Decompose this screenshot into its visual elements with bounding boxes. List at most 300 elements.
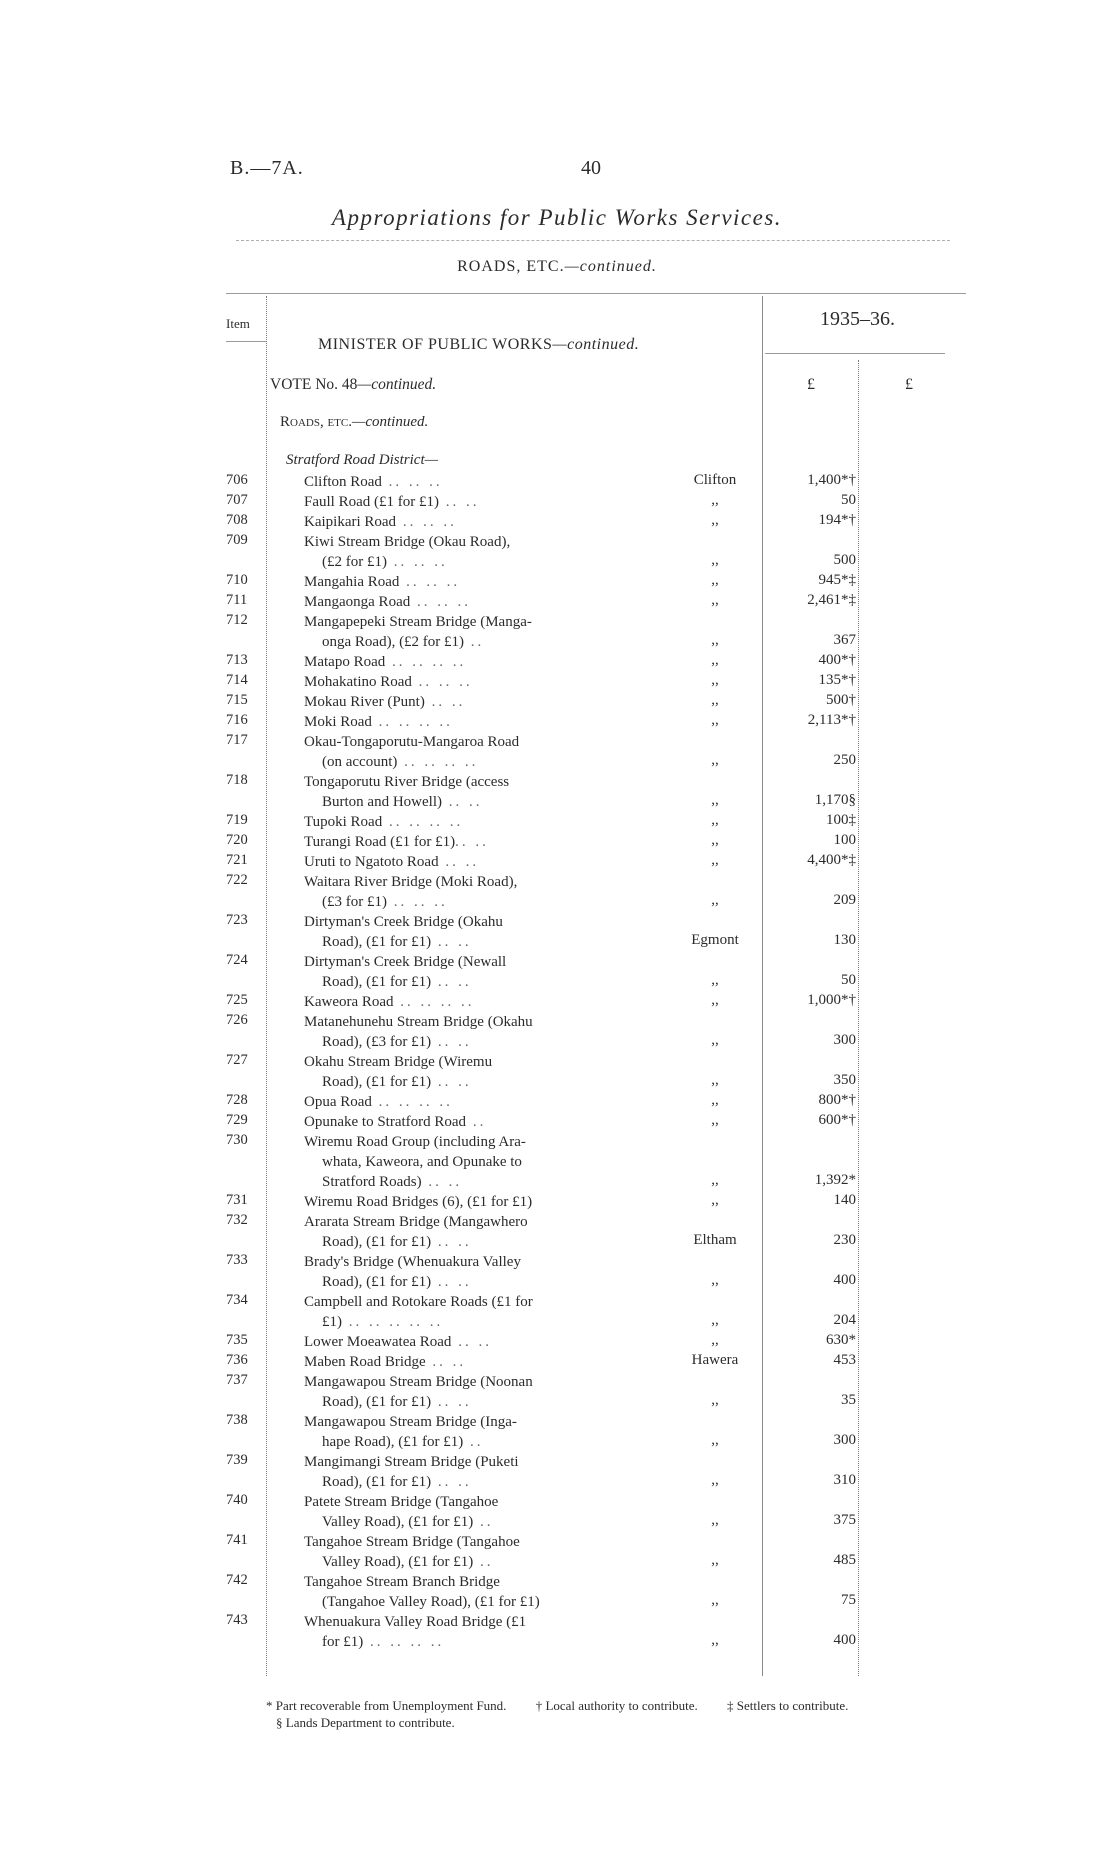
item-number: 712 (226, 612, 248, 628)
table-row (0, 1112, 1114, 1132)
table-row (0, 1132, 1114, 1192)
electoral-district: ,, (711, 1112, 719, 1128)
item-header-rule (226, 341, 266, 342)
item-description (304, 492, 604, 512)
table-row (0, 1332, 1114, 1352)
dot-leaders: .. .. (451, 1334, 492, 1350)
description-line: Mangimangi Stream Bridge (Puketi (304, 1454, 519, 1470)
table-row (0, 712, 1114, 732)
item-description (304, 652, 604, 672)
item-number: 711 (226, 592, 248, 608)
item-description (304, 1352, 604, 1372)
description-line: Mokau River (Punt) (304, 694, 425, 710)
description-line: Burton and Howell) (322, 794, 442, 810)
table-row (0, 1092, 1114, 1112)
electoral-district: ,, (711, 1312, 719, 1328)
description-line: onga Road), (£2 for £1) (322, 634, 465, 650)
description-line: Mangawapou Stream Bridge (Inga- (304, 1414, 517, 1430)
item-number: 722 (226, 872, 248, 888)
amount-value: 209 (833, 892, 856, 908)
electoral-district: ,, (711, 592, 719, 608)
item-description (304, 512, 604, 532)
table-row (0, 672, 1114, 692)
item-description (304, 1052, 604, 1092)
amount-value: 300 (833, 1432, 856, 1448)
description-line: Lower Moeawatea Road (304, 1334, 452, 1350)
item-description (304, 1572, 604, 1612)
amount-value: 367 (833, 632, 856, 648)
amount-value: 310 (833, 1472, 856, 1488)
amount-value: 2,113*† (807, 712, 856, 728)
description-line-wrapper (304, 752, 604, 772)
dot-leaders: .. .. .. (396, 514, 457, 530)
electoral-district: Egmont (691, 932, 739, 948)
dot-leaders: .. .. (438, 494, 480, 510)
description-line-wrapper (304, 552, 604, 572)
table-row (0, 912, 1114, 952)
item-number: 707 (226, 492, 248, 508)
item-number: 730 (226, 1132, 248, 1148)
dot-leaders: .. .. .. (410, 594, 471, 610)
item-number: 742 (226, 1572, 248, 1588)
description-line: Tangahoe Stream Branch Bridge (304, 1574, 500, 1590)
description-line: whata, Kaweora, and Opunake to (322, 1154, 522, 1170)
description-line: Opunake to Stratford Road (304, 1114, 467, 1130)
table-row (0, 952, 1114, 992)
dot-leaders: .. .. (438, 854, 480, 870)
description-line: Okahu Stream Bridge (Wiremu (304, 1054, 493, 1070)
ministry-heading (318, 336, 639, 354)
pound-unit-column-1: £ (807, 376, 815, 393)
description-line: Brady's Bridge (Whenuakura Valley (304, 1254, 521, 1270)
table-row (0, 1012, 1114, 1052)
description-line-wrapper (304, 852, 604, 872)
item-number: 741 (226, 1532, 248, 1548)
description-line-wrapper (304, 472, 604, 492)
table-row (0, 992, 1114, 1012)
amount-value: 800*† (818, 1092, 856, 1108)
table-row (0, 652, 1114, 672)
amount-value: 194*† (818, 512, 856, 528)
dot-leaders: .. (463, 1434, 484, 1450)
vote-heading (270, 376, 436, 394)
item-description (304, 572, 604, 592)
item-description (304, 672, 604, 692)
description-line: Mangaonga Road (304, 594, 411, 610)
description-line: Road), (£1 for £1) (322, 1394, 432, 1410)
amount-value: 375 (833, 1512, 856, 1528)
amount-value: 400 (833, 1272, 856, 1288)
description-line-wrapper (304, 672, 604, 692)
dot-leaders: .. .. (424, 694, 466, 710)
dot-leaders: .. .. (425, 1354, 467, 1370)
table-row (0, 1352, 1114, 1372)
electoral-district: ,, (711, 1552, 719, 1568)
electoral-district: ,, (711, 1192, 719, 1208)
amount-value: 204 (833, 1312, 856, 1328)
description-line-wrapper (304, 1112, 604, 1132)
item-description (304, 952, 604, 992)
item-number: 721 (226, 852, 248, 868)
year-header-rule (765, 353, 945, 354)
item-number: 734 (226, 1292, 248, 1308)
table-row (0, 692, 1114, 712)
section-title (0, 258, 1114, 276)
description-line: Kiwi Stream Bridge (Okau Road), (304, 534, 511, 550)
description-line-wrapper (304, 1272, 604, 1292)
item-description (304, 1132, 604, 1192)
item-description (304, 732, 604, 772)
amount-value: 130 (833, 932, 856, 948)
amount-value: 600*† (818, 1112, 856, 1128)
vote-label: VOTE No. 48 (270, 376, 358, 393)
item-description (304, 592, 604, 612)
roads-label: Roads, etc. (280, 414, 352, 430)
electoral-district: ,, (711, 1432, 719, 1448)
description-line-wrapper (304, 1352, 604, 1372)
table-row (0, 872, 1114, 912)
table-row (0, 812, 1114, 832)
electoral-district: ,, (711, 1512, 719, 1528)
section-label: ROADS, ETC. (457, 258, 565, 275)
electoral-district: ,, (711, 1172, 719, 1188)
amount-value: 2,461*‡ (807, 592, 856, 608)
description-line: Valley Road), (£1 for £1) (322, 1554, 474, 1570)
description-line: Road), (£3 for £1) (322, 1034, 432, 1050)
description-line-wrapper (304, 1632, 604, 1652)
item-number: 708 (226, 512, 248, 528)
table-row (0, 1292, 1114, 1332)
dot-leaders: .. .. (431, 1474, 472, 1490)
pound-unit-column-2: £ (905, 376, 913, 393)
item-number: 733 (226, 1252, 248, 1268)
description-line-wrapper (304, 792, 604, 812)
item-number: 720 (226, 832, 248, 848)
item-number: 725 (226, 992, 248, 1008)
dot-leaders: .. (473, 1554, 494, 1570)
table-top-rule (226, 293, 966, 294)
table-row (0, 1192, 1114, 1212)
table-row (0, 1372, 1114, 1412)
dot-leaders: .. .. (455, 834, 489, 850)
electoral-district: Hawera (691, 1352, 739, 1368)
dot-leaders: .. .. (431, 1394, 472, 1410)
amount-value: 135*† (818, 672, 856, 688)
description-line-wrapper (304, 1032, 604, 1052)
page-number: 40 (581, 157, 601, 179)
item-description (304, 1092, 604, 1112)
amount-value: 500 (833, 552, 856, 568)
amount-value: 100‡ (826, 812, 856, 828)
item-description (304, 1292, 604, 1332)
item-description (304, 1532, 604, 1572)
description-line: Turangi Road (£1 for £1) (304, 834, 456, 850)
description-line: Faull Road (£1 for £1) (304, 494, 439, 510)
description-line: (£3 for £1) (322, 894, 387, 910)
table-row (0, 1252, 1114, 1292)
dot-leaders: .. .. .. .. (397, 754, 479, 770)
description-line: Tongaporutu River Bridge (access (304, 774, 510, 790)
description-line-wrapper (304, 832, 604, 852)
description-line: Mohakatino Road (304, 674, 412, 690)
description-line: Mangahia Road (304, 574, 400, 590)
dot-leaders: .. .. .. .. (371, 714, 453, 730)
item-number: 724 (226, 952, 248, 968)
item-number: 736 (226, 1352, 248, 1368)
item-number: 716 (226, 712, 248, 728)
item-description (304, 532, 604, 572)
dot-leaders: .. .. (431, 934, 472, 950)
ministry-continued: —continued. (552, 336, 640, 353)
description-line-wrapper (304, 492, 604, 512)
amount-value: 230 (833, 1232, 856, 1248)
item-description (304, 1372, 604, 1412)
amount-value: 630* (826, 1332, 856, 1348)
item-description (304, 872, 604, 912)
description-line: Moki Road (304, 714, 372, 730)
item-description (304, 1332, 604, 1352)
description-line-wrapper (304, 812, 604, 832)
table-row (0, 1452, 1114, 1492)
description-line-wrapper (304, 1232, 604, 1252)
amount-value: 400*† (818, 652, 856, 668)
amount-value: 945*‡ (818, 572, 856, 588)
description-line: Mangapepeki Stream Bridge (Manga- (304, 614, 532, 630)
description-line-wrapper (304, 1172, 604, 1192)
table-row (0, 1532, 1114, 1572)
amount-value: 1,170§ (814, 792, 856, 808)
description-line-wrapper (304, 652, 604, 672)
electoral-district: ,, (711, 1392, 719, 1408)
item-description (304, 1012, 604, 1052)
electoral-district: ,, (711, 792, 719, 808)
amount-value: 500† (826, 692, 856, 708)
item-number: 718 (226, 772, 248, 788)
table-row (0, 832, 1114, 852)
table-row (0, 612, 1114, 652)
table-row (0, 852, 1114, 872)
table-row (0, 492, 1114, 512)
electoral-district: ,, (711, 652, 719, 668)
item-description (304, 612, 604, 652)
table-row (0, 572, 1114, 592)
description-line: Road), (£1 for £1) (322, 974, 432, 990)
dot-leaders: .. .. .. .. (393, 994, 475, 1010)
description-line: Okau-Tongaporutu-Mangaroa Road (304, 734, 520, 750)
table-row (0, 532, 1114, 572)
item-description (304, 1252, 604, 1292)
item-description (304, 772, 604, 812)
electoral-district: Clifton (693, 472, 737, 488)
electoral-district: ,, (711, 1092, 719, 1108)
description-line-wrapper (304, 712, 604, 732)
amount-value: 4,400*‡ (807, 852, 856, 868)
description-line: hape Road), (£1 for £1) (322, 1434, 464, 1450)
item-number: 715 (226, 692, 248, 708)
amount-value: 35 (841, 1392, 856, 1408)
description-line-wrapper (304, 572, 604, 592)
item-number: 723 (226, 912, 248, 928)
amount-value: 75 (841, 1592, 856, 1608)
item-description (304, 1192, 604, 1212)
dot-leaders: .. .. .. .. (382, 814, 464, 830)
item-number: 706 (226, 472, 248, 488)
table-row (0, 1052, 1114, 1092)
item-number: 729 (226, 1112, 248, 1128)
amount-value: 100 (833, 832, 856, 848)
dot-leaders: .. .. .. (386, 554, 448, 570)
item-description (304, 1492, 604, 1532)
vote-continued: —continued. (357, 376, 437, 393)
description-line: Matapo Road (304, 654, 386, 670)
amount-value: 1,400*† (807, 472, 856, 488)
footnotes (226, 1697, 966, 1731)
description-line-wrapper (304, 1332, 604, 1352)
description-line-wrapper (304, 892, 604, 912)
description-line-wrapper (304, 632, 604, 652)
item-number: 731 (226, 1192, 248, 1208)
description-line: for £1) (322, 1634, 364, 1650)
amount-value: 140 (833, 1192, 856, 1208)
item-number: 743 (226, 1612, 248, 1628)
footnote-settlers: ‡ Settlers to contribute. (727, 1698, 849, 1713)
dot-leaders: .. (466, 1114, 487, 1130)
item-description (304, 1612, 604, 1652)
dot-leaders: .. .. (431, 1274, 472, 1290)
electoral-district: ,, (711, 672, 719, 688)
description-line: Road), (£1 for £1) (322, 934, 432, 950)
item-number: 727 (226, 1052, 248, 1068)
electoral-district: ,, (711, 552, 719, 568)
electoral-district: ,, (711, 632, 719, 648)
description-line: Road), (£1 for £1) (322, 1474, 432, 1490)
description-line-wrapper (304, 1432, 604, 1452)
amount-value: 1,000*† (807, 992, 856, 1008)
description-line: Matanehunehu Stream Bridge (Okahu (304, 1014, 533, 1030)
item-number: 710 (226, 572, 248, 588)
item-number: 732 (226, 1212, 248, 1228)
description-line: (Tangahoe Valley Road), (£1 for £1) (322, 1594, 540, 1610)
electoral-district: ,, (711, 992, 719, 1008)
item-number: 717 (226, 732, 248, 748)
description-line: Wiremu Road Group (including Ara- (304, 1134, 526, 1150)
item-number: 709 (226, 532, 248, 548)
table-row (0, 1492, 1114, 1532)
ministry-label: MINISTER OF PUBLIC WORKS (318, 336, 553, 353)
description-line: Waitara River Bridge (Moki Road), (304, 874, 518, 890)
amount-value: 453 (833, 1352, 856, 1368)
table-row (0, 1572, 1114, 1612)
description-line-wrapper (304, 1552, 604, 1572)
dot-leaders: .. .. .. (386, 894, 448, 910)
electoral-district: ,, (711, 1332, 719, 1348)
amount-value: 350 (833, 1072, 856, 1088)
dot-leaders: .. .. .. .. (371, 1094, 453, 1110)
footnote-local-authority: † Local authority to contribute. (535, 1698, 698, 1713)
description-line: Whenuakura Valley Road Bridge (£1 (304, 1614, 527, 1630)
item-number: 739 (226, 1452, 248, 1468)
description-line: Kaweora Road (304, 994, 394, 1010)
description-line-wrapper (304, 1512, 604, 1532)
document-reference: B.—7A. (230, 157, 304, 179)
description-line-wrapper (304, 1092, 604, 1112)
electoral-district: ,, (711, 1592, 719, 1608)
description-line: Valley Road), (£1 for £1) (322, 1514, 474, 1530)
description-line: (on account) (322, 754, 398, 770)
description-line-wrapper (304, 692, 604, 712)
description-line: £1) (322, 1314, 342, 1330)
roads-heading (280, 414, 428, 431)
description-line-wrapper (304, 1072, 604, 1092)
description-line: Patete Stream Bridge (Tangahoe (304, 1494, 499, 1510)
item-description (304, 832, 604, 852)
description-line: Clifton Road (304, 474, 382, 490)
item-number: 726 (226, 1012, 248, 1028)
dot-leaders: .. .. (431, 1034, 472, 1050)
dot-leaders: .. (464, 634, 485, 650)
item-column-header: Item (226, 316, 250, 331)
item-description (304, 472, 604, 492)
description-line: Tangahoe Stream Bridge (Tangahoe (304, 1534, 520, 1550)
amount-value: 400 (833, 1632, 856, 1648)
dot-leaders: .. .. .. .. (363, 1634, 445, 1650)
electoral-district: ,, (711, 1272, 719, 1288)
footnote-unemployment-fund: * Part recoverable from Unemployment Fund. (266, 1698, 507, 1713)
description-line: Stratford Roads) (322, 1174, 422, 1190)
amount-value: 1,392* (814, 1172, 856, 1188)
electoral-district: ,, (711, 972, 719, 988)
roads-continued: —continued. (351, 414, 429, 430)
table-row (0, 732, 1114, 772)
description-line: Ararata Stream Bridge (Mangawhero (304, 1214, 528, 1230)
description-line: Campbell and Rotokare Roads (£1 for (304, 1294, 533, 1310)
description-line-wrapper (304, 1472, 604, 1492)
electoral-district: ,, (711, 712, 719, 728)
description-line: Maben Road Bridge (304, 1354, 426, 1370)
description-line-wrapper (304, 972, 604, 992)
dot-leaders: .. .. (441, 794, 483, 810)
electoral-district: ,, (711, 752, 719, 768)
description-line: Tupoki Road (304, 814, 383, 830)
electoral-district: ,, (711, 692, 719, 708)
table-row (0, 512, 1114, 532)
item-description (304, 1452, 604, 1492)
description-line-wrapper (304, 512, 604, 532)
description-line: Dirtyman's Creek Bridge (Newall (304, 954, 507, 970)
table-row (0, 592, 1114, 612)
item-number: 713 (226, 652, 248, 668)
item-description (304, 992, 604, 1012)
item-number: 740 (226, 1492, 248, 1508)
table-row (0, 1612, 1114, 1652)
page-title: Appropriations for Public Works Services. (331, 205, 783, 230)
table-row (0, 472, 1114, 492)
electoral-district: ,, (711, 1472, 719, 1488)
footnote-lands-department: § Lands Department to contribute. (276, 1715, 455, 1730)
electoral-district: ,, (711, 572, 719, 588)
electoral-district: ,, (711, 852, 719, 868)
description-line: Wiremu Road Bridges (6), (£1 for £1) (304, 1194, 533, 1210)
item-number: 728 (226, 1092, 248, 1108)
description-line-wrapper (304, 932, 604, 952)
description-line-wrapper (304, 1392, 604, 1412)
dot-leaders: .. .. .. (411, 674, 473, 690)
description-line: Road), (£1 for £1) (322, 1274, 432, 1290)
electoral-district: ,, (711, 512, 719, 528)
description-line-wrapper (304, 992, 604, 1012)
electoral-district: ,, (711, 892, 719, 908)
item-description (304, 712, 604, 732)
